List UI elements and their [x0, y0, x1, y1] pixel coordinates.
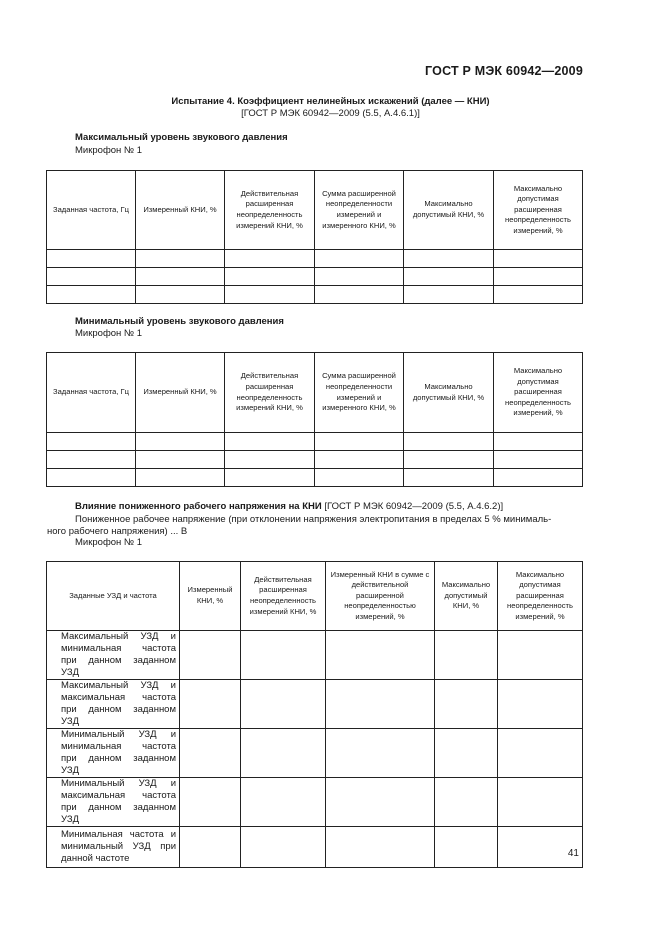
table-cell[interactable] — [180, 631, 241, 680]
table-cell[interactable] — [315, 469, 404, 487]
section1-microphone: Микрофон № 1 — [75, 145, 143, 156]
table-cell[interactable] — [326, 729, 435, 778]
table-cell[interactable] — [47, 451, 136, 469]
column-header: Сумма расширенной неопределенности измерений и измеренного КНИ, % — [315, 353, 404, 433]
test-title: Испытание 4. Коэффициент нелинейных искажений (далее — КНИ) — [171, 96, 490, 107]
table-cell[interactable] — [404, 451, 494, 469]
table-cell[interactable] — [136, 433, 225, 451]
column-header: Действительная расширенная неопределенность измерений КНИ, % — [241, 562, 326, 631]
table-cell[interactable] — [136, 451, 225, 469]
table-cell[interactable] — [241, 827, 326, 868]
table-cell[interactable] — [435, 631, 498, 680]
section3-reference: [ГОСТ Р МЭК 60942—2009 (5.5, А.4.6.2)] — [324, 501, 504, 512]
row-label: Максимальный УЗД и максимальная частота при данном заданном УЗД — [47, 680, 180, 729]
table-cell[interactable] — [315, 433, 404, 451]
table-cell[interactable] — [315, 286, 404, 304]
table-cell[interactable] — [225, 250, 315, 268]
table-cell[interactable] — [225, 268, 315, 286]
table-cell[interactable] — [404, 286, 494, 304]
table-cell[interactable] — [241, 680, 326, 729]
table-cell[interactable] — [47, 268, 136, 286]
table-cell[interactable] — [47, 286, 136, 304]
section2-microphone: Микрофон № 1 — [75, 328, 143, 339]
table-cell[interactable] — [326, 680, 435, 729]
section3-heading-line — [75, 501, 503, 512]
table-cell[interactable] — [404, 250, 494, 268]
table-cell[interactable] — [315, 250, 404, 268]
table-cell[interactable] — [404, 469, 494, 487]
table-cell[interactable] — [498, 729, 583, 778]
column-header: Максимально допустимый КНИ, % — [404, 171, 494, 250]
column-header: Заданная частота, Гц — [47, 171, 136, 250]
table-row — [47, 827, 583, 868]
table-cell[interactable] — [47, 469, 136, 487]
column-header: Измеренный КНИ в сумме с действительной расширенной неопределенностью измерений, % — [326, 562, 435, 631]
row-label: Максимальный УЗД и минимальная частота при данном заданном УЗД — [47, 631, 180, 680]
table-cell[interactable] — [494, 469, 583, 487]
page-number: 41 — [567, 848, 579, 859]
table-cell[interactable] — [241, 729, 326, 778]
table-cell[interactable] — [225, 286, 315, 304]
table-cell[interactable] — [435, 827, 498, 868]
table-cell[interactable] — [494, 451, 583, 469]
table-cell[interactable] — [498, 778, 583, 827]
section3-heading: Влияние пониженного рабочего напряжения на КНИ — [75, 501, 322, 512]
table-cell[interactable] — [47, 250, 136, 268]
column-header: Максимально допустимый КНИ, % — [404, 353, 494, 433]
table-cell[interactable] — [326, 778, 435, 827]
table-cell[interactable] — [136, 268, 225, 286]
column-header: Заданная частота, Гц — [47, 353, 136, 433]
standard-code: ГОСТ Р МЭК 60942—2009 — [425, 64, 583, 78]
row-label: Минимальный УЗД и минимальная частота при данном заданном УЗД — [47, 729, 180, 778]
section3-microphone: Микрофон № 1 — [75, 537, 143, 548]
section3-paragraph — [47, 514, 582, 538]
table-cell[interactable] — [315, 451, 404, 469]
table-row — [47, 680, 583, 729]
column-header: Максимально допустимая расширенная неопределенность измерений, % — [494, 171, 583, 250]
table-cell[interactable] — [494, 433, 583, 451]
table-row — [47, 729, 583, 778]
table-row — [47, 433, 583, 451]
table-cell[interactable] — [225, 451, 315, 469]
table-cell[interactable] — [180, 827, 241, 868]
table-cell[interactable] — [315, 268, 404, 286]
table-cell[interactable] — [498, 631, 583, 680]
table-cell[interactable] — [435, 680, 498, 729]
table-cell[interactable] — [47, 433, 136, 451]
test-reference: [ГОСТ Р МЭК 60942—2009 (5.5, А.4.6.1)] — [241, 108, 420, 119]
table-cell[interactable] — [136, 469, 225, 487]
table-row — [47, 268, 583, 286]
column-header: Измеренный КНИ, % — [180, 562, 241, 631]
table-cell[interactable] — [404, 433, 494, 451]
table-cell[interactable] — [225, 469, 315, 487]
table-cell[interactable] — [498, 680, 583, 729]
paragraph-line: Пониженное рабочее напряжение (при отклонении напряжения электропитания в пределах 5 % минималь- — [75, 514, 552, 525]
table-row — [47, 451, 583, 469]
column-header: Измеренный КНИ, % — [136, 171, 225, 250]
table-cell[interactable] — [180, 680, 241, 729]
table-row — [47, 250, 583, 268]
section2-heading: Минимальный уровень звукового давления — [75, 316, 284, 327]
table-header-row — [47, 353, 583, 433]
row-label: Минимальный УЗД и максимальная частота при данном заданном УЗД — [47, 778, 180, 827]
table-cell[interactable] — [326, 827, 435, 868]
column-header: Максимально допустимый КНИ, % — [435, 562, 498, 631]
min-spl-table — [46, 352, 583, 487]
table-row — [47, 286, 583, 304]
table-cell[interactable] — [435, 778, 498, 827]
table-cell[interactable] — [494, 286, 583, 304]
table-cell[interactable] — [326, 631, 435, 680]
column-header: Сумма расширенной неопределенности измерений и измеренного КНИ, % — [315, 171, 404, 250]
table-row — [47, 469, 583, 487]
table-cell[interactable] — [180, 729, 241, 778]
paragraph-line: ного рабочего напряжения) ... В — [47, 526, 188, 537]
column-header: Заданные УЗД и частота — [47, 562, 180, 631]
section1-heading: Максимальный уровень звукового давления — [75, 132, 288, 143]
table-cell[interactable] — [494, 250, 583, 268]
low-voltage-table — [46, 561, 583, 868]
table-cell[interactable] — [241, 778, 326, 827]
table-cell[interactable] — [494, 268, 583, 286]
table-cell[interactable] — [241, 631, 326, 680]
column-header: Действительная расширенная неопределенность измерений КНИ, % — [225, 171, 315, 250]
row-label: Минимальная частота и минимальный УЗД при данной частоте — [47, 827, 180, 868]
column-header: Измеренный КНИ, % — [136, 353, 225, 433]
column-header: Максимально допустимая расширенная неопределенность измерений, % — [494, 353, 583, 433]
column-header: Действительная расширенная неопределенность измерений КНИ, % — [225, 353, 315, 433]
table-cell[interactable] — [136, 286, 225, 304]
table-row — [47, 631, 583, 680]
table-cell[interactable] — [136, 250, 225, 268]
table-header-row — [47, 171, 583, 250]
table-cell[interactable] — [435, 729, 498, 778]
column-header: Максимально допустимая расширенная неопределенность измерений, % — [498, 562, 583, 631]
table-cell[interactable] — [180, 778, 241, 827]
table-cell[interactable] — [225, 433, 315, 451]
table-cell[interactable] — [498, 827, 583, 868]
table-row — [47, 778, 583, 827]
max-spl-table — [46, 170, 583, 304]
table-cell[interactable] — [404, 268, 494, 286]
table-header-row — [47, 562, 583, 631]
